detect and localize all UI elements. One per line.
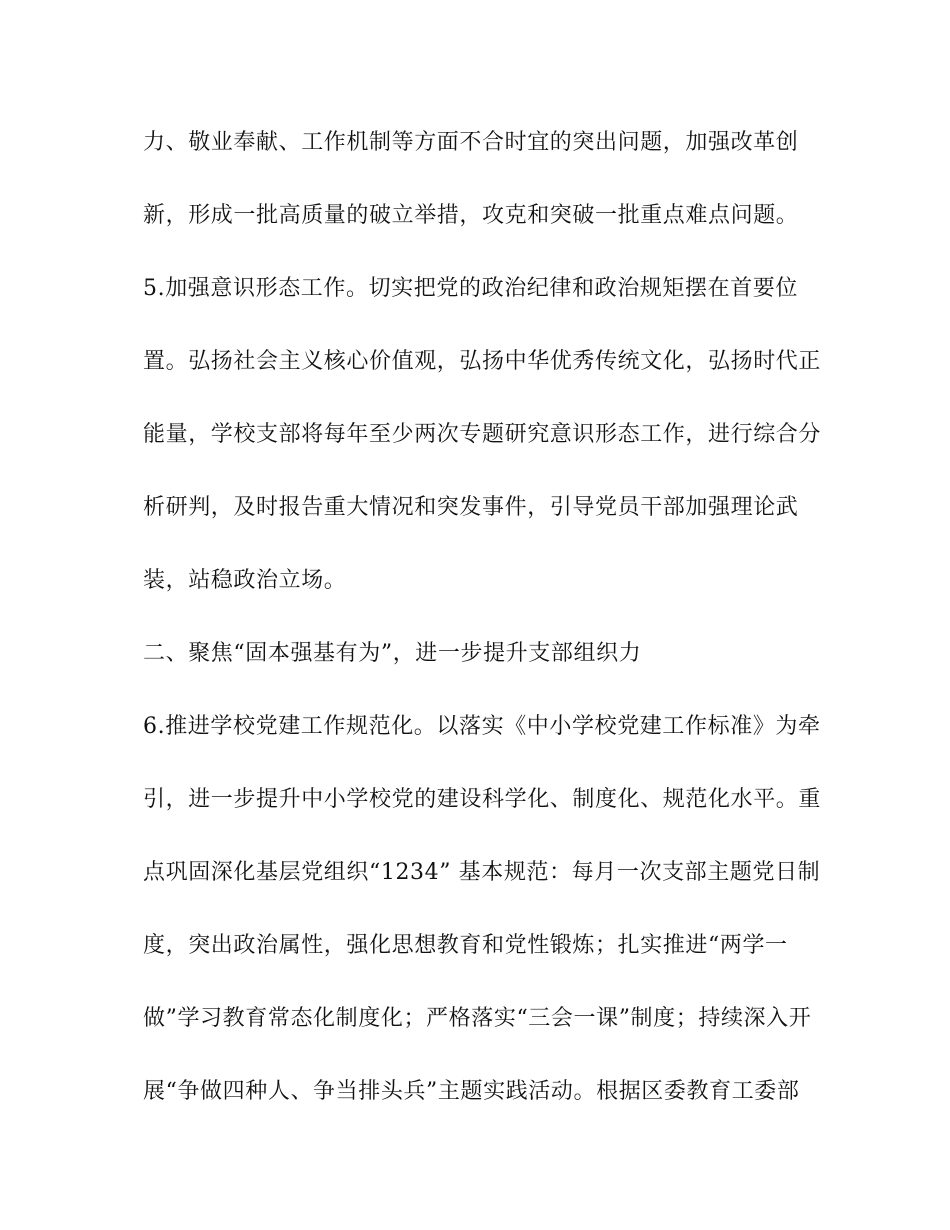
- text-line: 度，突出政治属性，强化思想教育和党性锻炼；扎实推进“两学一: [143, 933, 788, 958]
- text-line: 能量，学校支部将每年至少两次专题研究意识形态工作，进行综合分: [143, 422, 822, 447]
- text-line: 装，站稳政治立场。: [143, 568, 347, 593]
- text-line: 做”学习教育常态化制度化；严格落实“三会一课”制度；持续深入开: [143, 1006, 812, 1031]
- text-line: 6.推进学校党建工作规范化。以落实《中小学校党建工作标准》为牵: [143, 714, 821, 739]
- text-line: 析研判，及时报告重大情况和突发事件，引导党员干部加强理论武: [143, 495, 799, 520]
- text-line: 新，形成一批高质量的破立举措，攻克和突破一批重点难点问题。: [143, 203, 799, 228]
- text-line: 置。弘扬社会主义核心价值观，弘扬中华优秀传统文化，弘扬时代正: [143, 349, 822, 374]
- text-line: 点巩固深化基层党组织“1234” 基本规范：每月一次支部主题党日制: [143, 860, 821, 885]
- text-line: 展“争做四种人、争当排头兵”主题实践活动。根据区委教育工委部: [143, 1079, 800, 1104]
- text-line: 引，进一步提升中小学校党的建设科学化、制度化、规范化水平。重: [143, 787, 822, 812]
- text-line: 力、敬业奉献、工作机制等方面不合时宜的突出问题，加强改革创: [143, 130, 799, 155]
- section-heading: 二、聚焦“固本强基有为”，进一步提升支部组织力: [143, 641, 642, 666]
- text-line: 5.加强意识形态工作。切实把党的政治纪律和政治规矩摆在首要位: [143, 276, 798, 301]
